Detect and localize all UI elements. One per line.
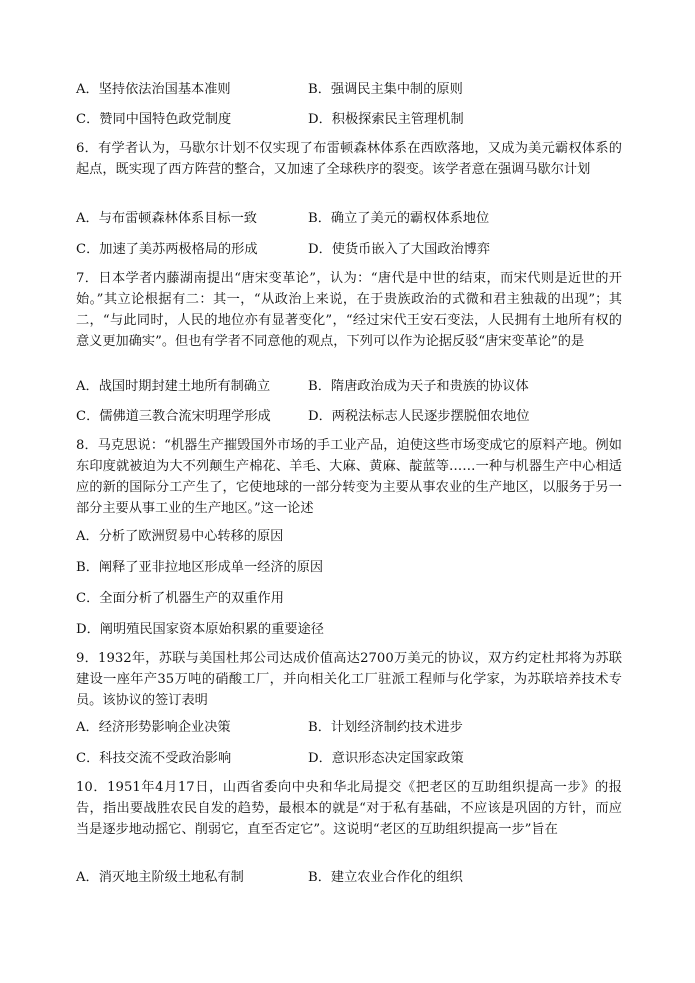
q8-stem: 8．马克思说：“机器生产摧毁国外市场的手工业产品，迫使这些市场变成它的原料产地。例如东印度就被迫为大不列颠生产棉花、羊毛、大麻、黄麻、靛蓝等……一种与机器生产中心相适应的新的国际分工产生了，它使地球的一部分转变为主要从事农业的生产地区，以服务于另一部分主要从事工业的生产地区。”这一论述 [76, 438, 622, 516]
q9-option-d: D．意识形态决定国家政策 [308, 751, 464, 766]
q7-options-row-2 [76, 405, 530, 424]
q5-option-a: A．坚持依法治国基本准则 [76, 82, 231, 97]
q8-option-a: A．分析了欧洲贸易中心转移的原因 [76, 529, 284, 544]
q5-option-b: B．强调民主集中制的原则 [308, 82, 463, 97]
q10-stem: 10．1951年4月17日，山西省委向中央和华北局提交《把老区的互助组织提高一步》的报告，指出要战胜农民自发的趋势，最根本的就是“对于私有基础，不应该是巩固的方针，而应当是逐步地动摇它、削弱它，直至否定它”。这说明“老区的互助组织提高一步”旨在 [76, 780, 622, 837]
q9-options-row-2 [76, 747, 464, 766]
q9-option-c: C．科技交流不受政治影响 [76, 751, 232, 766]
q5-option-d: D．积极探索民主管理机制 [308, 112, 464, 127]
q8-option-c: C．全面分析了机器生产的双重作用 [76, 591, 284, 606]
q7-option-d: D．两税法标志人民逐步摆脱佃农地位 [308, 409, 530, 424]
q6-option-b: B．确立了美元的霸权体系地位 [308, 211, 490, 226]
q9-option-b: B．计划经济制约技术进步 [308, 720, 463, 735]
q7-stem: 7．日本学者内藤湖南提出“唐宋变革论”，认为：“唐代是中世的结束，而宋代则是近世的开始。”其立论根据有二：其一，“从政治上来说，在于贵族政治的式微和君主独裁的出现”；其二，“与此同时，人民的地位亦有显著变化”，“经过宋代王安石变法，人民拥有土地所有权的意义更加确实”。但也有学者不同意他的观点，下列可以作为论据反驳“唐宋变革论”的是 [76, 271, 622, 349]
q6-options-row-2 [76, 238, 490, 257]
q7-options-row-1 [76, 375, 529, 394]
q5-option-c: C．赞同中国特色政党制度 [76, 112, 232, 127]
q10-option-a: A．消灭地主阶级土地私有制 [76, 870, 244, 885]
q8-option-d: D．阐明殖民国家资本原始积累的重要途径 [76, 622, 324, 637]
q5-options-row-1 [76, 78, 463, 97]
q9-stem: 9．1932年，苏联与美国杜邦公司达成价值高达2700万美元的协议，双方约定杜邦将为苏联建设一座年产35万吨的硝酸工厂，并向相关化工厂驻派工程师与化学家，为苏联培养技术专员。该协议的签订表明 [76, 651, 622, 708]
q10-option-b: B．建立农业合作化的组织 [308, 870, 463, 885]
q7-option-c: C．儒佛道三教合流宋明理学形成 [76, 409, 271, 424]
q9-option-a: A．经济形势影响企业决策 [76, 720, 231, 735]
q6-option-d: D．使货币嵌入了大国政治博弈 [308, 242, 491, 257]
q8-option-b: B．阐释了亚非拉地区形成单一经济的原因 [76, 560, 324, 575]
q6-options-row-1 [76, 207, 489, 226]
q5-options-row-2 [76, 108, 464, 127]
q6-option-c: C．加速了美苏两极格局的形成 [76, 242, 258, 257]
q7-option-a: A．战国时期封建土地所有制确立 [76, 379, 271, 394]
q7-option-b: B．隋唐政治成为天子和贵族的协议体 [308, 379, 529, 394]
q10-options-row-1 [76, 866, 463, 885]
q6-option-a: A．与布雷顿森林体系目标一致 [76, 211, 257, 226]
q6-stem: 6．有学者认为，马歇尔计划不仅实现了布雷顿森林体系在西欧落地，又成为美元霸权体系的起点，既实现了西方阵营的整合，又加速了全球秩序的裂变。该学者意在强调马歇尔计划 [76, 141, 622, 177]
q9-options-row-1 [76, 716, 463, 735]
